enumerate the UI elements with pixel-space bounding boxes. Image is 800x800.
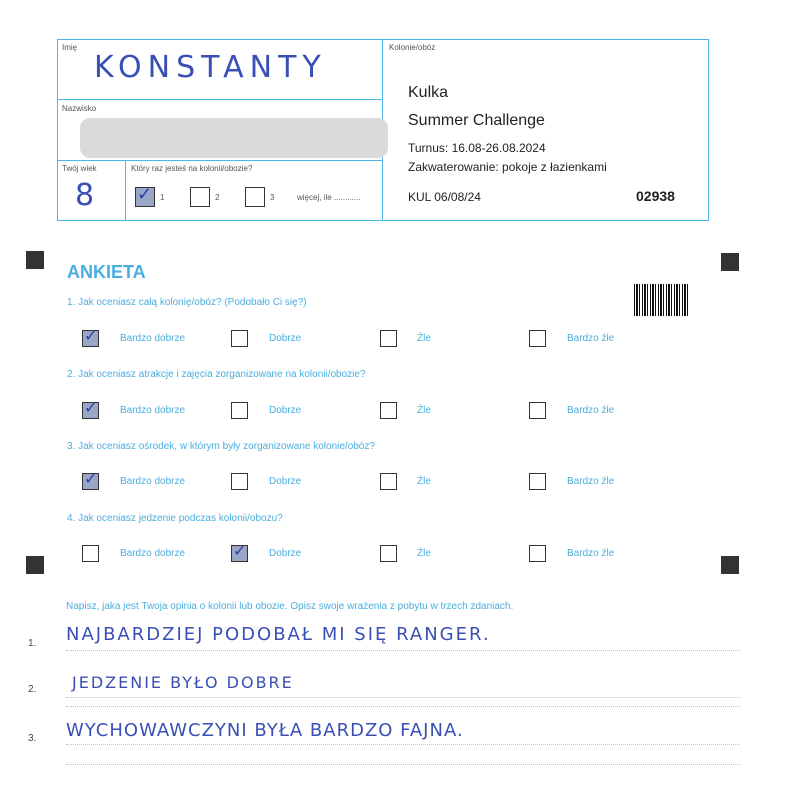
opinion-line-2-number: 2. bbox=[28, 684, 37, 695]
age-divider bbox=[125, 160, 126, 220]
opinion-line-3b-rule bbox=[66, 764, 740, 765]
q2-option-dobrze-label: Dobrze bbox=[269, 405, 302, 416]
surname-label: Nazwisko bbox=[62, 104, 97, 113]
survey-title: ANKIETA bbox=[67, 262, 146, 282]
q2-option-dobrze-checkbox[interactable] bbox=[231, 402, 248, 419]
age-label: Twój wiek bbox=[62, 164, 97, 173]
q2-option-zle-label: Źle bbox=[417, 405, 431, 416]
camp-accommodation: Zakwaterowanie: pokoje z łazienkami bbox=[408, 160, 607, 174]
camp-label: Kolonie/obóz bbox=[389, 43, 436, 52]
camp-program: Summer Challenge bbox=[408, 112, 545, 129]
times-option-2-checkbox[interactable] bbox=[190, 187, 210, 207]
camp-name: Kulka bbox=[408, 84, 449, 101]
checkmark-icon: ✓ bbox=[84, 471, 98, 488]
q3-option-zle-checkbox[interactable] bbox=[380, 473, 397, 490]
checkmark-icon: ✓ bbox=[233, 543, 247, 560]
q1-option-zle-checkbox[interactable] bbox=[380, 330, 397, 347]
age-value: 8 bbox=[75, 178, 99, 213]
question-3-text: 3. Jak oceniasz ośrodek, w którym były zorganizowane kolonie/obóz? bbox=[67, 441, 375, 452]
checkmark-icon: ✓ bbox=[84, 328, 98, 345]
q1-option-bardzo-zle-checkbox[interactable] bbox=[529, 330, 546, 347]
registration-marker-bottom-left bbox=[26, 556, 44, 574]
registration-marker-bottom-right bbox=[721, 556, 739, 574]
form-number: 02938 bbox=[636, 188, 675, 204]
opinion-line-1-number: 1. bbox=[28, 638, 37, 649]
checkmark-icon: ✓ bbox=[137, 184, 153, 204]
q4-option-bardzo-zle-checkbox[interactable] bbox=[529, 545, 546, 562]
q1-option-bardzo-dobrze-label: Bardzo dobrze bbox=[120, 333, 186, 344]
q4-option-dobrze-checkbox[interactable] bbox=[231, 545, 248, 562]
barcode bbox=[634, 284, 688, 316]
checkmark-icon: ✓ bbox=[84, 400, 98, 417]
q4-option-zle-checkbox[interactable] bbox=[380, 545, 397, 562]
q1-option-dobrze-checkbox[interactable] bbox=[231, 330, 248, 347]
opinion-line-2-rule bbox=[66, 697, 740, 698]
times-option-1-checkbox[interactable] bbox=[135, 184, 155, 207]
times-option-3-label: 3 bbox=[270, 193, 275, 202]
registration-marker-top-left bbox=[26, 251, 44, 269]
opinion-line-2b-rule bbox=[66, 706, 740, 707]
q4-option-zle-label: Źle bbox=[417, 548, 431, 559]
q3-option-bardzo-dobrze-checkbox[interactable] bbox=[82, 473, 99, 490]
q4-option-bardzo-dobrze-label: Bardzo dobrze bbox=[120, 548, 186, 559]
q1-option-dobrze-label: Dobrze bbox=[269, 333, 302, 344]
question-4-text: 4. Jak oceniasz jedzenie podczas kolonii/obozu? bbox=[67, 513, 283, 524]
camp-turnus: Turnus: 16.08-26.08.2024 bbox=[408, 141, 546, 155]
opinion-line-2-text[interactable]: JEDZENIE BYŁO DOBRE bbox=[72, 673, 294, 692]
opinion-line-1-rule bbox=[66, 650, 740, 651]
opinion-line-3-text[interactable]: WYCHOWAWCZYNI BYŁA BARDZO FAJNA. bbox=[66, 720, 464, 741]
opinion-prompt: Napisz, jaka jest Twoja opinia o kolonii lub obozie. Opisz swoje wrażenia z pobytu w trzech zdaniach. bbox=[66, 601, 514, 612]
q2-option-bardzo-zle-checkbox[interactable] bbox=[529, 402, 546, 419]
times-option-3-checkbox[interactable] bbox=[245, 187, 265, 207]
q1-option-zle-label: Źle bbox=[417, 333, 431, 344]
opinion-line-1-text[interactable]: NAJBARDZIEJ PODOBAŁ MI SIĘ RANGER. bbox=[66, 624, 491, 645]
surname-redaction bbox=[80, 118, 388, 158]
q2-option-bardzo-dobrze-checkbox[interactable] bbox=[82, 402, 99, 419]
times-option-1-label: 1 bbox=[160, 193, 165, 202]
q3-option-bardzo-zle-checkbox[interactable] bbox=[529, 473, 546, 490]
q4-option-bardzo-dobrze-checkbox[interactable] bbox=[82, 545, 99, 562]
q2-option-zle-checkbox[interactable] bbox=[380, 402, 397, 419]
q1-option-bardzo-dobrze-checkbox[interactable] bbox=[82, 330, 99, 347]
opinion-line-3-rule bbox=[66, 744, 740, 745]
name-label: Imię bbox=[62, 43, 78, 52]
surname-divider bbox=[57, 160, 382, 161]
q3-option-dobrze-checkbox[interactable] bbox=[231, 473, 248, 490]
camp-code: KUL 06/08/24 bbox=[408, 190, 481, 204]
q3-option-bardzo-zle-label: Bardzo źle bbox=[567, 476, 615, 487]
times-more-label: więcej, ile ............ bbox=[297, 193, 361, 202]
q4-option-bardzo-zle-label: Bardzo źle bbox=[567, 548, 615, 559]
times-label: Który raz jesteś na kolonii/obozie? bbox=[131, 164, 253, 173]
q4-option-dobrze-label: Dobrze bbox=[269, 548, 302, 559]
name-value: KONSTANTY bbox=[94, 50, 327, 85]
q3-option-dobrze-label: Dobrze bbox=[269, 476, 302, 487]
q3-option-bardzo-dobrze-label: Bardzo dobrze bbox=[120, 476, 186, 487]
question-1-text: 1. Jak oceniasz całą kolonię/obóz? (Podobało Ci się?) bbox=[67, 297, 307, 308]
opinion-line-3-number: 3. bbox=[28, 733, 37, 744]
times-option-2-label: 2 bbox=[215, 193, 220, 202]
q2-option-bardzo-dobrze-label: Bardzo dobrze bbox=[120, 405, 186, 416]
q2-option-bardzo-zle-label: Bardzo źle bbox=[567, 405, 615, 416]
q3-option-zle-label: Źle bbox=[417, 476, 431, 487]
question-2-text: 2. Jak oceniasz atrakcje i zajęcia zorganizowane na kolonii/obozie? bbox=[67, 369, 366, 380]
q1-option-bardzo-zle-label: Bardzo źle bbox=[567, 333, 615, 344]
name-divider bbox=[57, 99, 382, 100]
registration-marker-top-right bbox=[721, 253, 739, 271]
